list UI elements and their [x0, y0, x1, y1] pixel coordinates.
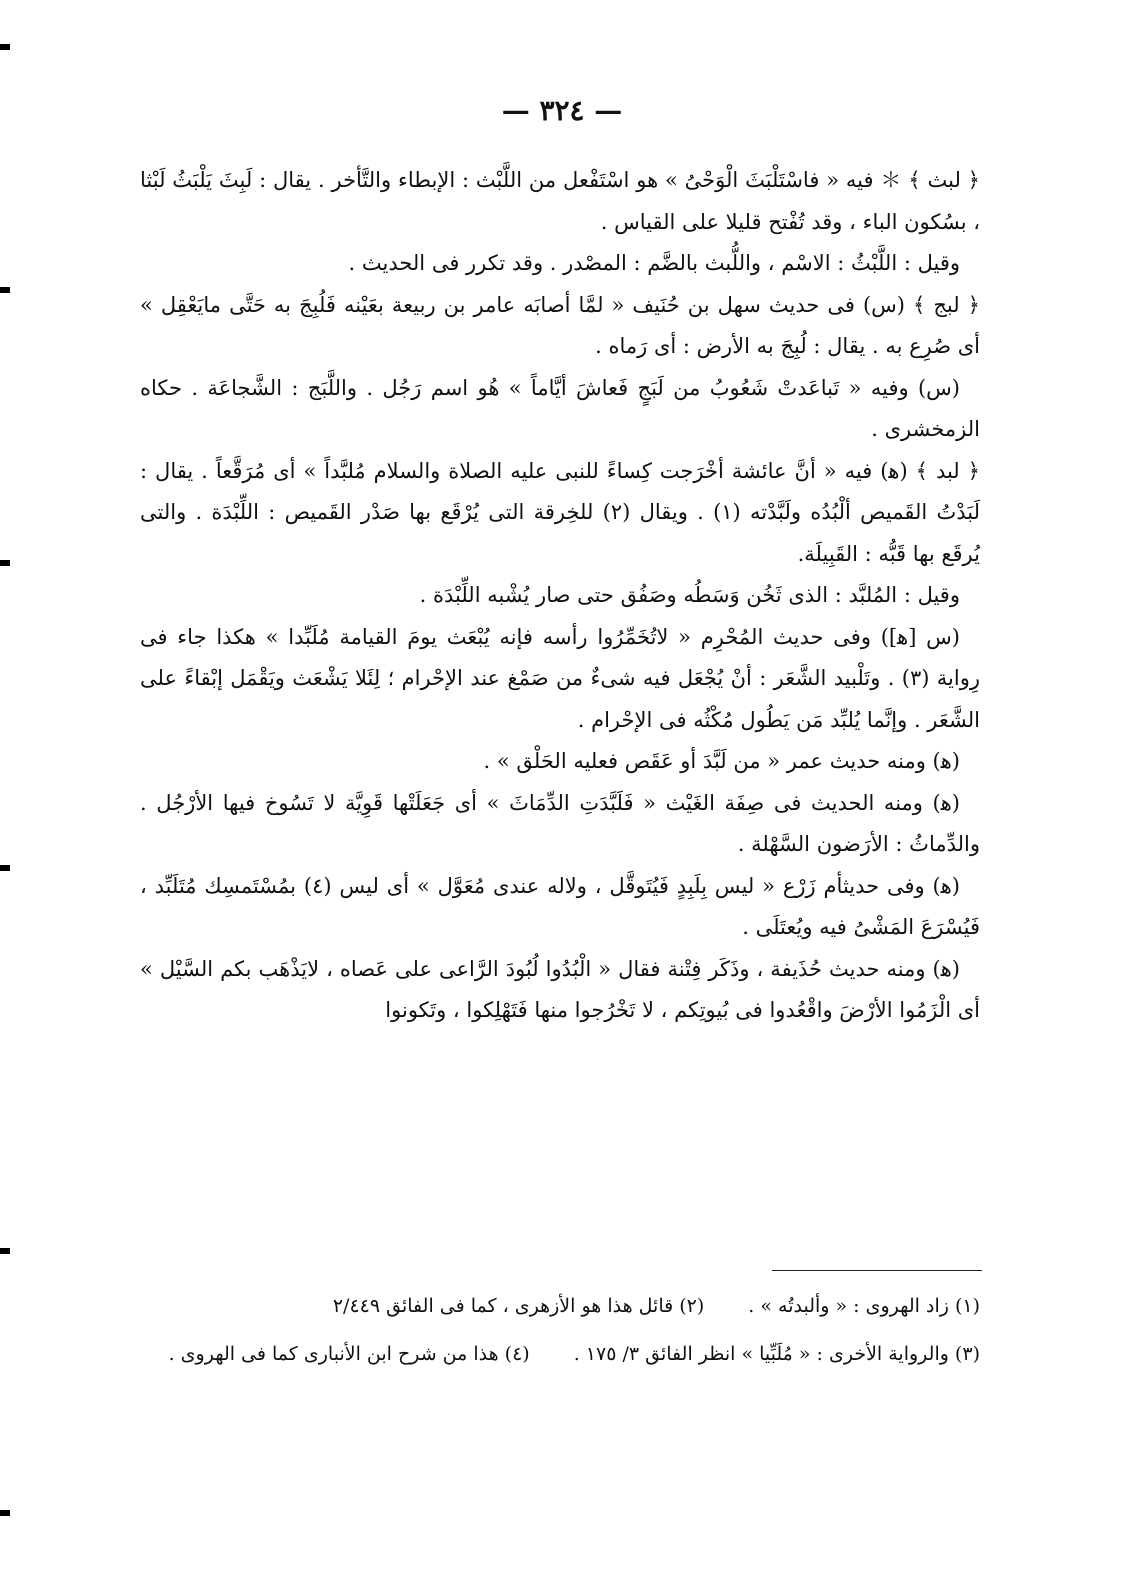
footnote-4: (٤) هذا من شرح ابن الأنبارى كما فى الهروى .: [168, 1343, 530, 1365]
paragraph-labath-noun: وقيل : اللَّبْثُ : الاسْم ، واللُّبث بالضَّم : المصْدر . وقد تكرر فى الحديث .: [348, 251, 960, 275]
paragraph-umm-zar: (ﻫ) وفى حديثأم زَرْع « ليس بِلَبِدٍ فَيُتَوقَّل ، ولاله عندى مُعَوَّل » أى ليس (٤) بمُسْتَمسِك مُتَلَبِّد ، فَيُسْرَعَ المَشْىُ فيه ويُعتَلَى .: [140, 873, 980, 939]
footnote-line: [140, 1282, 980, 1330]
binding-mark: [0, 1248, 10, 1254]
paragraph-labaj: ﴿ لبج ﴾ (س) فى حديث سهل بن حُنَيف « لمَّا أصابَه عامر بن ربيعة بعَيْنه فَلُبِجَ به حَتَّى مايَعْقِل » أى صُرِع به . يقال : لُبِجَ به الأرض : أى رَماه .: [140, 292, 980, 358]
binding-mark: [0, 865, 10, 871]
paragraph-labaj-name: (س) وفيه « تَباعَدتْ شَعُوبُ من لَبَجٍ فَعاشَ أيَّاماً » هُو اسم رَجُل . واللَّبَج : الشَّجاعَة . حكاه الزمخشرى .: [140, 375, 980, 441]
binding-mark: [0, 1510, 10, 1516]
paragraph-muhrim: (س [ﻫ]) وفى حديث المُحْرِم « لاتُخَمِّرُوا رأسه فإنه يُبْعَث يومَ القيامة مُلَبِّدا » هكذا جاء فى رِواية (٣) . وتَلْبيد الشَّعَر : أنْ يُجْعَل فيه شىءٌ من صَمْغ عند الإحْرام ؛ لِئَلا يَشْعَث ويَقْمَل إبْقاءً على الشَّعَر . وإنَّما يُلبِّد مَن يَطُول مُكْثُه فى الإحْرام .: [140, 624, 980, 732]
footnote-line: [140, 1330, 980, 1378]
paragraph-labad: ﴿ لبد ﴾ (ﻫ) فيه « أنَّ عائشة أخْرَجت كِساءً للنبى عليه الصلاة والسلام مُلبَّداً » أى مُرَقَّعاً . يقال : لَبَدْتُ القَميص ألْبُدُه ولَبَّدْته (١) . ويقال (٢) للخِرقة التى يُرْقَع بها صَدْر القَميص : اللِّبْدَة . والتى يُرقَع بها قَبُّه : القَبِيلَة.: [140, 458, 980, 566]
footnote-1: (١) زاد الهروى : « وألبدتُه » .: [748, 1295, 980, 1317]
paragraph-hudhayfa: (ﻫ) ومنه حديث حُذَيفة ، وذَكَر فِتْنة فقال « الْبُدُوا لُبُودَ الرَّاعى على عَصاه ، لايَذْهَب بكم السَّيْل » أى الْزَمُوا الأرْضَ واقْعُدوا فى بُيوتِكم ، لا تَخْرُجوا منها فَتَهْلِكوا ، وتَكونوا: [140, 956, 980, 1022]
main-text: [140, 160, 980, 1032]
paragraph-umar: (ﻫ) ومنه حديث عمر « من لَبَّدَ أو عَقَص فعليه الحَلْق » .: [483, 749, 960, 773]
paragraph-labath: ﴿ لبث ﴾ ＊ فيه « فاسْتَلْبَثَ الْوَحْىُ » هو اسْتَفْعل من اللَّبْث : الإبطاء والتَّأخر . يقال : لَبِثَ يَلْبَثُ لَبْثا ، بسُكون الباء ، وقد تُفْتح قليلا على القياس .: [140, 168, 980, 234]
binding-mark: [0, 560, 10, 566]
binding-mark: [0, 287, 10, 293]
paragraph-ghayth: (ﻫ) ومنه الحديث فى صِفَة الغَيْث « فَلَبَّدَتِ الدِّمَاثَ » أى جَعَلَتْها قَوِيَّة لا تَسُوخ فيها الأرْجُل . والدِّماثُ : الأرَضون السَّهْلة .: [140, 790, 980, 856]
footnote-divider: [772, 1270, 982, 1271]
footnote-2: (٢) قائل هذا هو الأزهرى ، كما فى الفائق ٢/٤٤٩: [332, 1295, 705, 1317]
footnotes: [140, 1282, 980, 1378]
binding-mark: [0, 44, 10, 50]
paragraph-mulabbad: وقيل : المُلبَّد : الذى ثَخُن وَسَطُه وصَفُق حتى صار يُشْبه اللِّبْدَة .: [419, 583, 960, 607]
page-number: — ٣٢٤ —: [501, 94, 623, 127]
footnote-3: (٣) والرواية الأخرى : « مُلَبِّيا » انظر الفائق ٣/ ١٧٥ .: [573, 1343, 980, 1365]
